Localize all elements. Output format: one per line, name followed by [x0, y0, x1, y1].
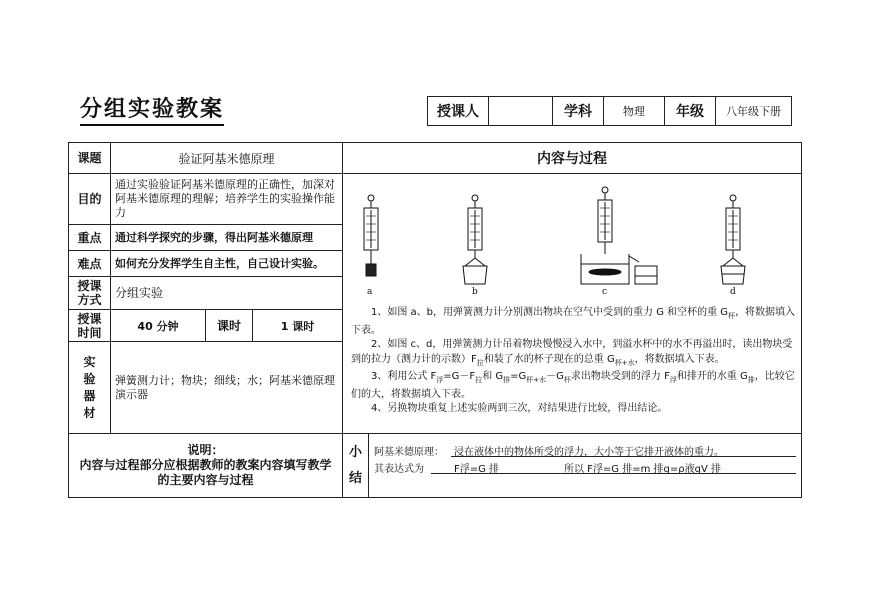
- subject-label: 学科: [552, 96, 604, 126]
- summary-label-bottom: 结: [348, 470, 362, 486]
- figure-label-a: a: [367, 287, 373, 297]
- period-label: 课时: [205, 309, 253, 342]
- principle-label: 阿基米德原理：: [374, 447, 444, 458]
- figure-label-b: b: [472, 287, 478, 297]
- subject-value: 物理: [603, 96, 665, 126]
- figure-label-c: c: [602, 287, 608, 297]
- method-value: 分组实验: [110, 276, 343, 310]
- step-3: 3、利用公式 $F_浮=G-F_拉$和 $G_排=G_{杯+水}-G_杯$求出物块受到的浮力 $F_浮$和排开的水重 $G_排$，比较它们的大，将数据填入下表。: [351, 371, 795, 400]
- page-title: 分组实验教案: [80, 92, 224, 126]
- time-label: 授课时间: [68, 309, 111, 342]
- figure-label-d: d: [730, 287, 736, 297]
- difficulty-value: 如何充分发挥学生自主性，自己设计实验。: [110, 250, 343, 277]
- spring-scale-c: [581, 187, 657, 284]
- summary-label-top: 小: [348, 444, 362, 460]
- formula-label: 其表达式为: [374, 464, 424, 475]
- spring-scale-d: [721, 195, 745, 284]
- equipment-label: 实验器材: [68, 341, 111, 434]
- key-value: 通过科学探究的步骤，得出阿基米德原理: [110, 224, 343, 251]
- content-body: [342, 173, 802, 434]
- method-label: 授课方式: [68, 276, 111, 310]
- formula-2: 所以 F浮=G 排=m 排g=ρ液gV 排: [564, 464, 721, 475]
- goal-label: 目的: [68, 173, 111, 225]
- note-body: 内容与过程部分应根据教师的教案内容填写教学的主要内容与过程: [79, 458, 332, 487]
- grade-label: 年级: [664, 96, 716, 126]
- procedure-steps: [351, 306, 797, 417]
- step-1: 1、如图 a、b，用弹簧测力计分别测出物块在空气中受到的重力 G 和空杯的重 $G_杯$，将数据填入下表。: [351, 307, 796, 336]
- principle-underline: [451, 456, 796, 457]
- experiment-figure: [343, 176, 801, 300]
- summary-label: [342, 433, 369, 498]
- spring-scale-a: [364, 195, 378, 276]
- topic-label: 课题: [68, 142, 111, 174]
- step-4: 4、另换物块重复上述实验两到三次，对结果进行比较，得出结论。: [371, 403, 668, 414]
- equipment-value: 弹簧测力计；物块；细线；水；阿基米德原理演示器: [110, 341, 343, 434]
- step-2: 2、如图 c、d，用弹簧测力计吊着物块慢慢浸入水中，到溢水杯中的水不再溢出时，读出物块受到的拉力（测力计的示数）$F_拉$和装了水的杯子现在的总重 $G_{杯+水}$，将数据填入下表。: [351, 339, 793, 367]
- topic-value: 验证阿基米德原理: [110, 142, 343, 174]
- key-label: 重点: [68, 224, 111, 251]
- formula-1: F浮=G 排: [454, 464, 500, 475]
- formula-underline: [431, 473, 796, 474]
- goal-value: 通过实验验证阿基米德原理的正确性，加深对阿基米德原理的理解；培养学生的实验操作能力: [110, 173, 343, 225]
- time-value: 40 分钟: [110, 309, 206, 342]
- teacher-label: 授课人: [427, 96, 489, 126]
- teacher-value: [488, 96, 553, 126]
- period-value: 1 课时: [252, 309, 343, 342]
- spring-scale-b: [463, 195, 487, 284]
- summary-body: [368, 433, 802, 498]
- content-heading: 内容与过程: [342, 142, 802, 174]
- grade-value: 八年级下册: [715, 96, 792, 126]
- note-cell: [68, 433, 343, 498]
- note-title: 说明：: [187, 443, 224, 457]
- difficulty-label: 难点: [68, 250, 111, 277]
- principle-text: 浸在液体中的物体所受的浮力，大小等于它排开液体的重力。: [454, 447, 724, 458]
